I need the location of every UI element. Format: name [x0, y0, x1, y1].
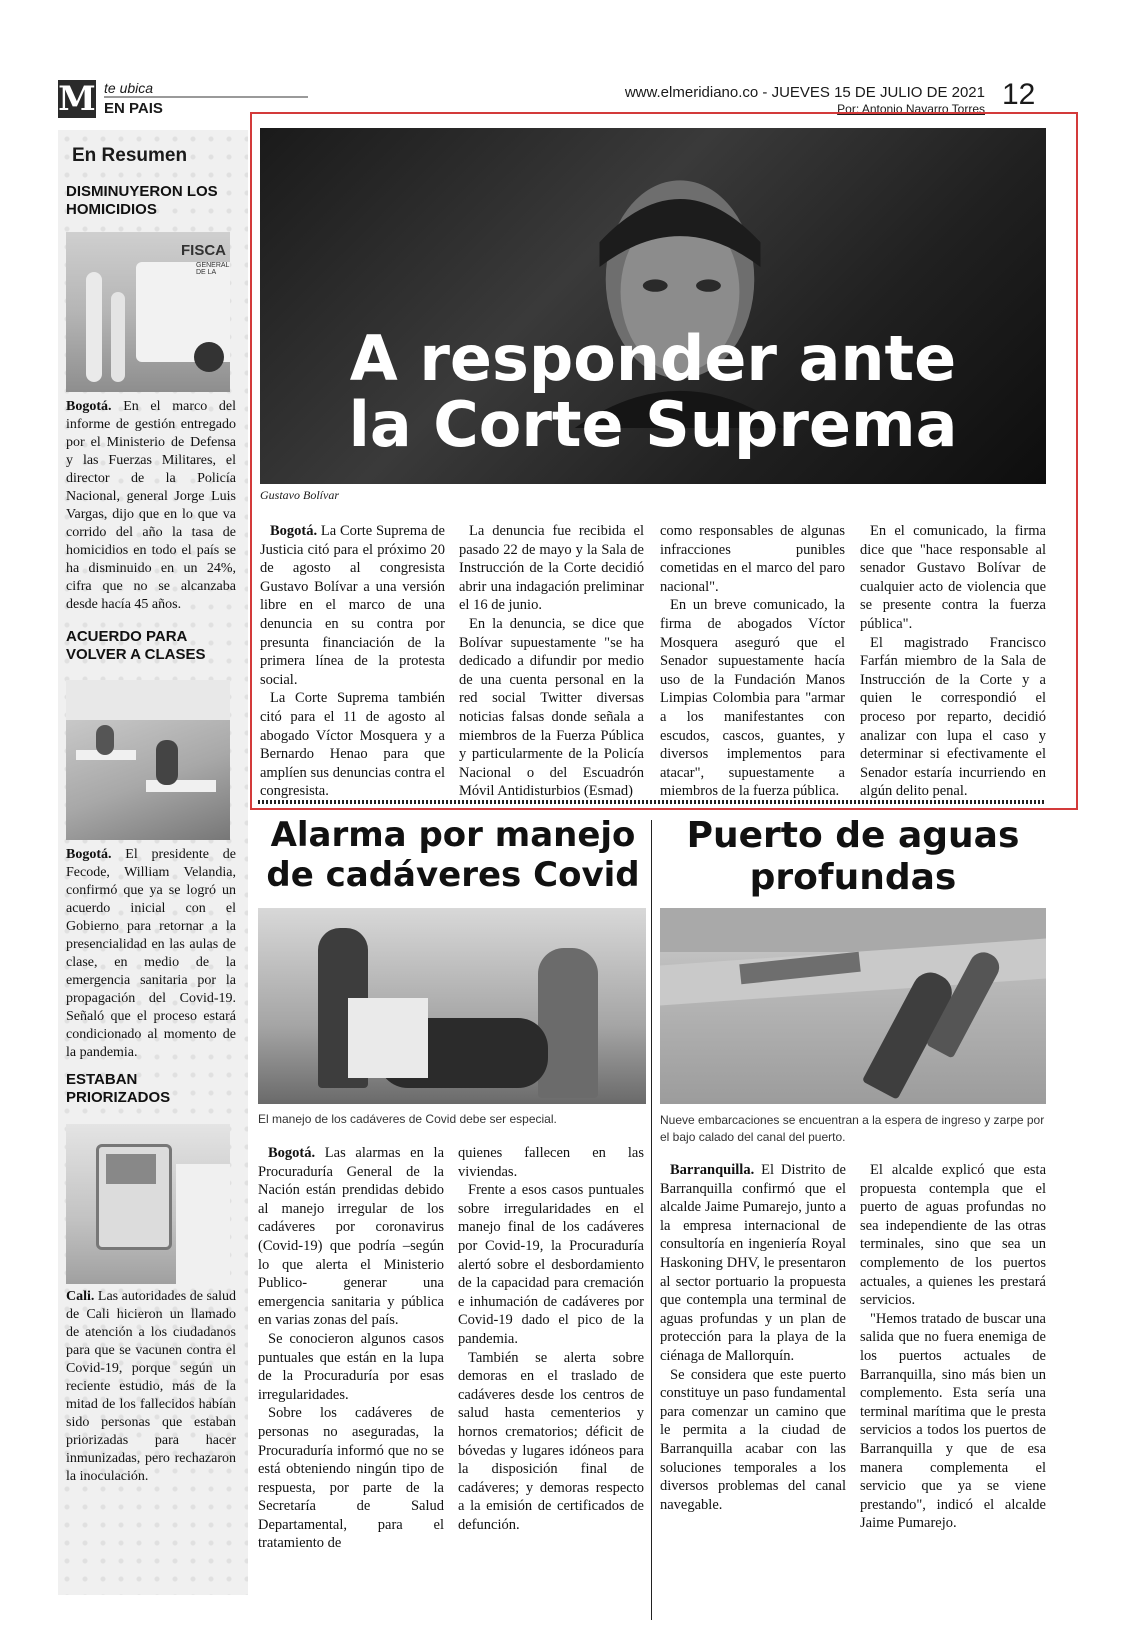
dateline: Bogotá. — [66, 399, 112, 414]
site-date: www.elmeridiano.co - JUEVES 15 DE JULIO DE 2021 — [624, 84, 985, 101]
person-figure — [111, 292, 125, 382]
article-column — [660, 1161, 846, 1514]
sidebar-body: El presidente de Fecode, William Velandia, confirmó que ya se logró un acuerdo inicial con el Gobierno para retornar a la presencialidad en las aulas de clase, en medio de la emergencia sanitaria por la propagación del Covid-19. Señaló que el proceso estará condicionado al momento de la pandemia. — [66, 847, 236, 1060]
paragraph: Sobre los cadáveres de personas no aseguradas, la Procuraduría informó que no se está obteniendo ningún tipo de respuesta, por parte de la Secretaría de Salud Departamental, para el tratamiento de — [258, 1405, 444, 1552]
headline-line: de cadáveres Covid — [266, 855, 640, 895]
paragraph-text: Las alarmas en la Procuraduría General de la Nación están prendidas debido al manejo irregular de los cadáveres por coronavirus (Covid-19) que podría –según lo que alerta el Ministerio Publico- generar una emergencia sanitaria y pública en varias zonas del país. — [258, 1145, 444, 1329]
photo-caption: Gustavo Bolívar — [260, 488, 339, 502]
headline-line: Puerto de aguas — [686, 815, 1020, 856]
sidebar-item-text — [66, 398, 236, 614]
dateline: Bogotá. — [270, 523, 318, 539]
article-column — [458, 1144, 644, 1534]
paragraph — [258, 1144, 444, 1330]
paragraph: La denuncia fue recibida el pasado 22 de mayo y la Sala de Instrucción de la Corte decidió abrir una indagación preliminar el 16 de junio. — [459, 523, 644, 614]
photo-caption: Nueve embarcaciones se encuentran a la espera de ingreso y zarpe por el bajo calado del canal del puerto. — [660, 1113, 1045, 1144]
section-name: EN PAIS — [104, 100, 163, 117]
paragraph: La Corte Suprema también citó para el 11 de agosto al abogado Víctor Mosquera y a Bernardo Henao para que amplíen sus denuncias contra el congresista. — [260, 690, 445, 800]
article-headline — [258, 815, 648, 895]
feature-hero-image — [260, 128, 1046, 484]
sidebar-item-title: ESTABAN PRIORIZADOS — [66, 1071, 171, 1106]
sidebar-body: En el marco del informe de gestión entregado por el Ministerio de Defensa y las Fuerzas Militares, el director de la Policía Nacional, general Jorge Luis Vargas, dijo que en lo que va corrido del año la tasa de homicidios en todo el país se ha disminuido en un 24%, cifra que no se alcanzaba desde hacía 45 años. — [66, 399, 236, 612]
article-column — [860, 1161, 1046, 1533]
paragraph: El magistrado Francisco Farfán miembro de la Sala de Instrucción de la Corte y a quien le correspondió el proceso por reparto, decidió analizar con lupa el caso y determinar si efectivamente el Senador estaría incurriendo en algún delito penal. — [860, 634, 1046, 800]
paragraph: como responsables de algunas infracciones punibles cometidas en el marco del paro nacional". — [660, 523, 845, 595]
sidebar-item-text — [66, 846, 236, 1062]
feature-headline — [260, 322, 1046, 461]
paragraph: En un breve comunicado, la firma de abogados Víctor Mosquera aseguró que el Senador supuestamente hacía uso de la Fundación Manos Limpias Colombia para "armar a los manifestantes con escudos, cascos, guantes, y diversos implementos para atacar", supuestamente a miembros de la fuerza pública. — [660, 597, 845, 800]
vehicle-label: FISCA — [181, 242, 226, 259]
headline-line: profundas — [749, 857, 957, 898]
paragraph: Frente a esos casos puntuales sobre irregularidades en el manejo final de los cadáveres por Covid-19, la Procuraduría alertó sobre el desbordamiento de la capacidad para cremación e inhumación de cadáveres por Covid-19 dado el pico de la pandemia. — [458, 1182, 644, 1347]
photo-ventilator — [66, 1124, 230, 1284]
newspaper-logo: M — [58, 79, 96, 119]
paragraph — [660, 1161, 846, 1366]
article-headline — [660, 815, 1046, 899]
health-worker-figure — [538, 948, 598, 1098]
white-sheet — [348, 998, 428, 1078]
headline-line: la Corte Suprema — [348, 388, 958, 461]
paragraph — [260, 522, 445, 689]
paragraph-text: La Corte Suprema de Justicia citó para el próximo 20 de agosto al congresista Gustavo Bolívar a una versión libre en el marco de una denuncia en su contra por presunta financiación de la primera línea de la protesta social. — [260, 523, 445, 688]
paragraph: En la denuncia, se dice que Bolívar supuestamente "se ha dedicado a difundir por medio de una cuenta personal en la red social Twitter diversas noticias falsas donde señala a miembros de la Fuerza Pública y particularmente de la Policía Nacional o del Escuadrón Móvil Antidisturbios (Esmad) — [459, 615, 644, 800]
feature-column — [459, 522, 644, 801]
dateline: Bogotá. — [268, 1145, 316, 1161]
paragraph: El alcalde explicó que esta propuesta contempla que el puerto de aguas profundas no sea independiente de las otras terminales, sino que sea un complemento de los puertos actuales, a quienes les prestará servicios. — [860, 1162, 1046, 1309]
header-rule — [104, 96, 308, 98]
wheel-icon — [194, 342, 224, 372]
sidebar-heading: En Resumen — [72, 145, 188, 166]
sidebar-body: Las autoridades de salud de Cali hicieron un llamado de atención a los ciudadanos para que se vacunen contra el Covid-19, porque según un reciente estudio, más de la mitad de los fallecidos habían sido personas que estaban priorizadas para hacer inmunizadas, pero rechazaron la inoculación. — [66, 1289, 236, 1484]
feature-column — [260, 522, 445, 801]
bed — [176, 1164, 230, 1284]
page-number: 12 — [1002, 78, 1036, 111]
paragraph: quienes fallecen en las viviendas. — [458, 1145, 644, 1180]
paragraph: "Hemos tratado de buscar una salida que no fuera enemiga de los puertos actuales de Barranquilla, sino más bien un complemento. Esta sería una terminal marítima que le presta servicios a todos los puertos de Barranquilla y que de esa manera complementa el servicio que ya se viene prestando", indicó el alcalde Jaime Pumarejo. — [860, 1310, 1046, 1532]
ventilator-screen — [106, 1154, 156, 1184]
feature-bottom-rule — [258, 800, 1046, 804]
dateline: Barranquilla. — [670, 1162, 755, 1178]
photo-port — [660, 908, 1046, 1104]
sidebar-item-text — [66, 1288, 236, 1486]
photo-hospital-room — [258, 908, 646, 1104]
author-byline: Por: Antonio Navarro Torres — [837, 102, 985, 116]
paragraph: También se alerta sobre demoras en el traslado de cadáveres desde los centros de salud hasta cementerios y hornos crematorios; déficit de bóvedas y lugares idóneos para la disposición final de cadáveres; y demoras respecto a la emisión de certificados de defunción. — [458, 1349, 644, 1533]
sidebar-item-title: ACUERDO PARA VOLVER A CLASES — [66, 628, 206, 663]
photo-caption: El manejo de los cadáveres de Covid debe ser especial. — [258, 1112, 557, 1126]
paragraph-text: El Distrito de Barranquilla confirmó que el alcalde Jaime Pumarejo, junto a la empresa internacional de consultoría en ingeniería Royal Haskoning DHV, le presentaron al sector portuario la propuesta que contempla una terminal de aguas profundas y un plan de protección para la playa de la ciénaga de Mallorquín. — [660, 1162, 846, 1364]
sidebar-item-title: DISMINUYERON LOS HOMICIDIOS — [66, 183, 218, 218]
student-figure — [156, 740, 178, 785]
headline-line: A responder ante — [349, 322, 957, 395]
paragraph: Se conocieron algunos casos puntuales que están en la lupa de la Procuraduría por esas irregularidades. — [258, 1330, 444, 1403]
tagline: te ubica — [104, 80, 154, 96]
paragraph: En el comunicado, la firma dice que "hace responsable al senador Gustavo Bolívar de cualquier acto de violencia que se presente contra la fuerza pública". — [860, 523, 1046, 632]
desk — [146, 780, 216, 792]
feature-column — [860, 522, 1046, 801]
student-figure — [96, 725, 114, 755]
wall — [66, 680, 230, 720]
column-divider — [651, 820, 652, 1620]
vehicle-sublabel: GENERAL DE LA — [196, 262, 230, 276]
paragraph: Se considera que este puerto constituye un paso fundamental para comenzar un camino que le permita a la ciudad de Barranquilla acabar con las soluciones temporales a los diversos problemas del canal navegable. — [660, 1366, 846, 1513]
article-column — [258, 1144, 444, 1553]
feature-column — [660, 522, 845, 801]
photo-fiscalia-vehicle — [66, 232, 230, 392]
dateline: Cali. — [66, 1289, 95, 1304]
person-figure — [86, 272, 102, 382]
headline-line: Alarma por manejo — [270, 815, 636, 855]
photo-classroom — [66, 680, 230, 840]
dateline: Bogotá. — [66, 847, 112, 862]
